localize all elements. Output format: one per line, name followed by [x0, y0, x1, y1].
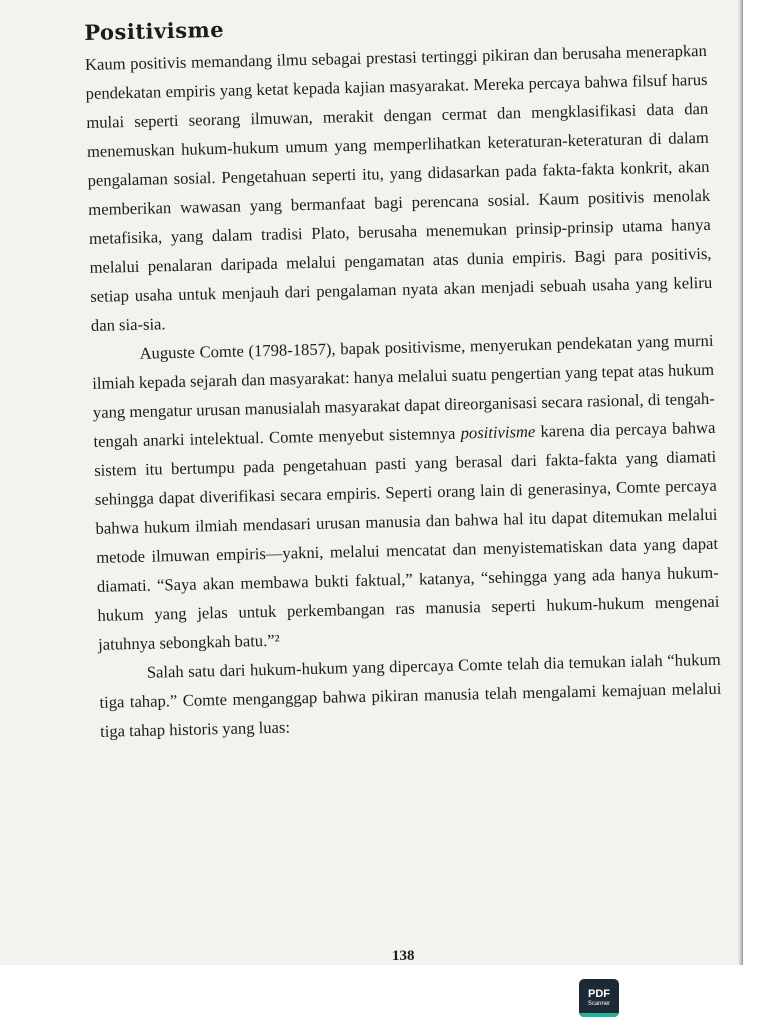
- section-heading: Positivisme: [84, 16, 225, 45]
- paragraph-2: [91, 326, 720, 659]
- logo-text-scanner: Scanner: [587, 1001, 611, 1007]
- paragraph-2-text-b: karena dia percaya bahwa sistem itu bertumpu pada pengetahuan pasti yang berasal dari fakta-fakta yang diamati sehingga dapat diverifikasi secara empiris. Seperti orang lain di generasinya, Comte percaya bahwa hukum ilmiah mendasari urusan manusia dan bahwa hal itu dapat ditemukan melalui metode ilmuwan empiris—yakni, melalui mencatat dan menyistematiskan data yang dapat diamati. “Saya akan membawa bukti faktual,” katanya, “sehingga yang ada hanya hukum-hukum yang jelas untuk perkembangan ras manusia seperti hukum-hukum mengenai jatuhnya sebongkah batu.”²: [94, 417, 720, 654]
- pdf-scanner-logo-icon: [579, 979, 619, 1017]
- logo-text-pdf: PDF: [588, 988, 610, 1000]
- page-number: 138: [392, 948, 415, 964]
- paragraph-2-italic-term: positivisme: [460, 421, 536, 443]
- paragraph-1: Kaum positivis memandang ilmu sebagai prestasi tertinggi pikiran dan berusaha menerapkan pendekatan empiris yang ketat kepada kajian masyarakat. Mereka percaya bahwa filsuf harus mulai seperti seorang ilmuwan, merakit dengan cermat dan mengklasifikasi data dan menemuskan hukum-hukum umum yang memperlihatkan keteraturan-keteraturan di dalam pengalaman sosial. Pengetahuan seperti itu, yang didasarkan pada fakta-fakta konkrit, akan memberikan wawasan yang bermanfaat bagi perencana sosial. Kaum positivis menolak metafisika, yang dalam tradisi Plato, berusaha menemukan prinsip-prinsip utama hanya melalui penalaran daripada melalui pengamatan atas dunia empiris. Bagi para positivis, setiap usaha untuk menjauh dari pengalaman nyata akan menjadi sebuah usaha yang keliru dan sia-sia.: [84, 40, 713, 335]
- paragraph-3: Salah satu dari hukum-hukum yang dipercaya Comte telah dia temukan ialah “hukum tiga tahap.” Comte menganggap bahwa pikiran manusia telah mengalami kemajuan melalui tiga tahap historis yang luas:: [99, 649, 722, 741]
- paragraph-2-text-a: Auguste Comte (1798-1857), bapak positivisme, menyerukan pendekatan yang murni ilmiah kepada sejarah dan masyarakat: hanya melalui suatu pengertian yang tepat atas hukum yang mengatur urusan manusialah masyarakat dapat direorganisasi secara rasional, di tengah-tengah anarki intelektual. Comte menyebut sistemnya: [92, 330, 715, 451]
- logo-accent-bar: [579, 1013, 619, 1017]
- text-block: [84, 6, 722, 746]
- page-edge-shadow: [738, 0, 742, 965]
